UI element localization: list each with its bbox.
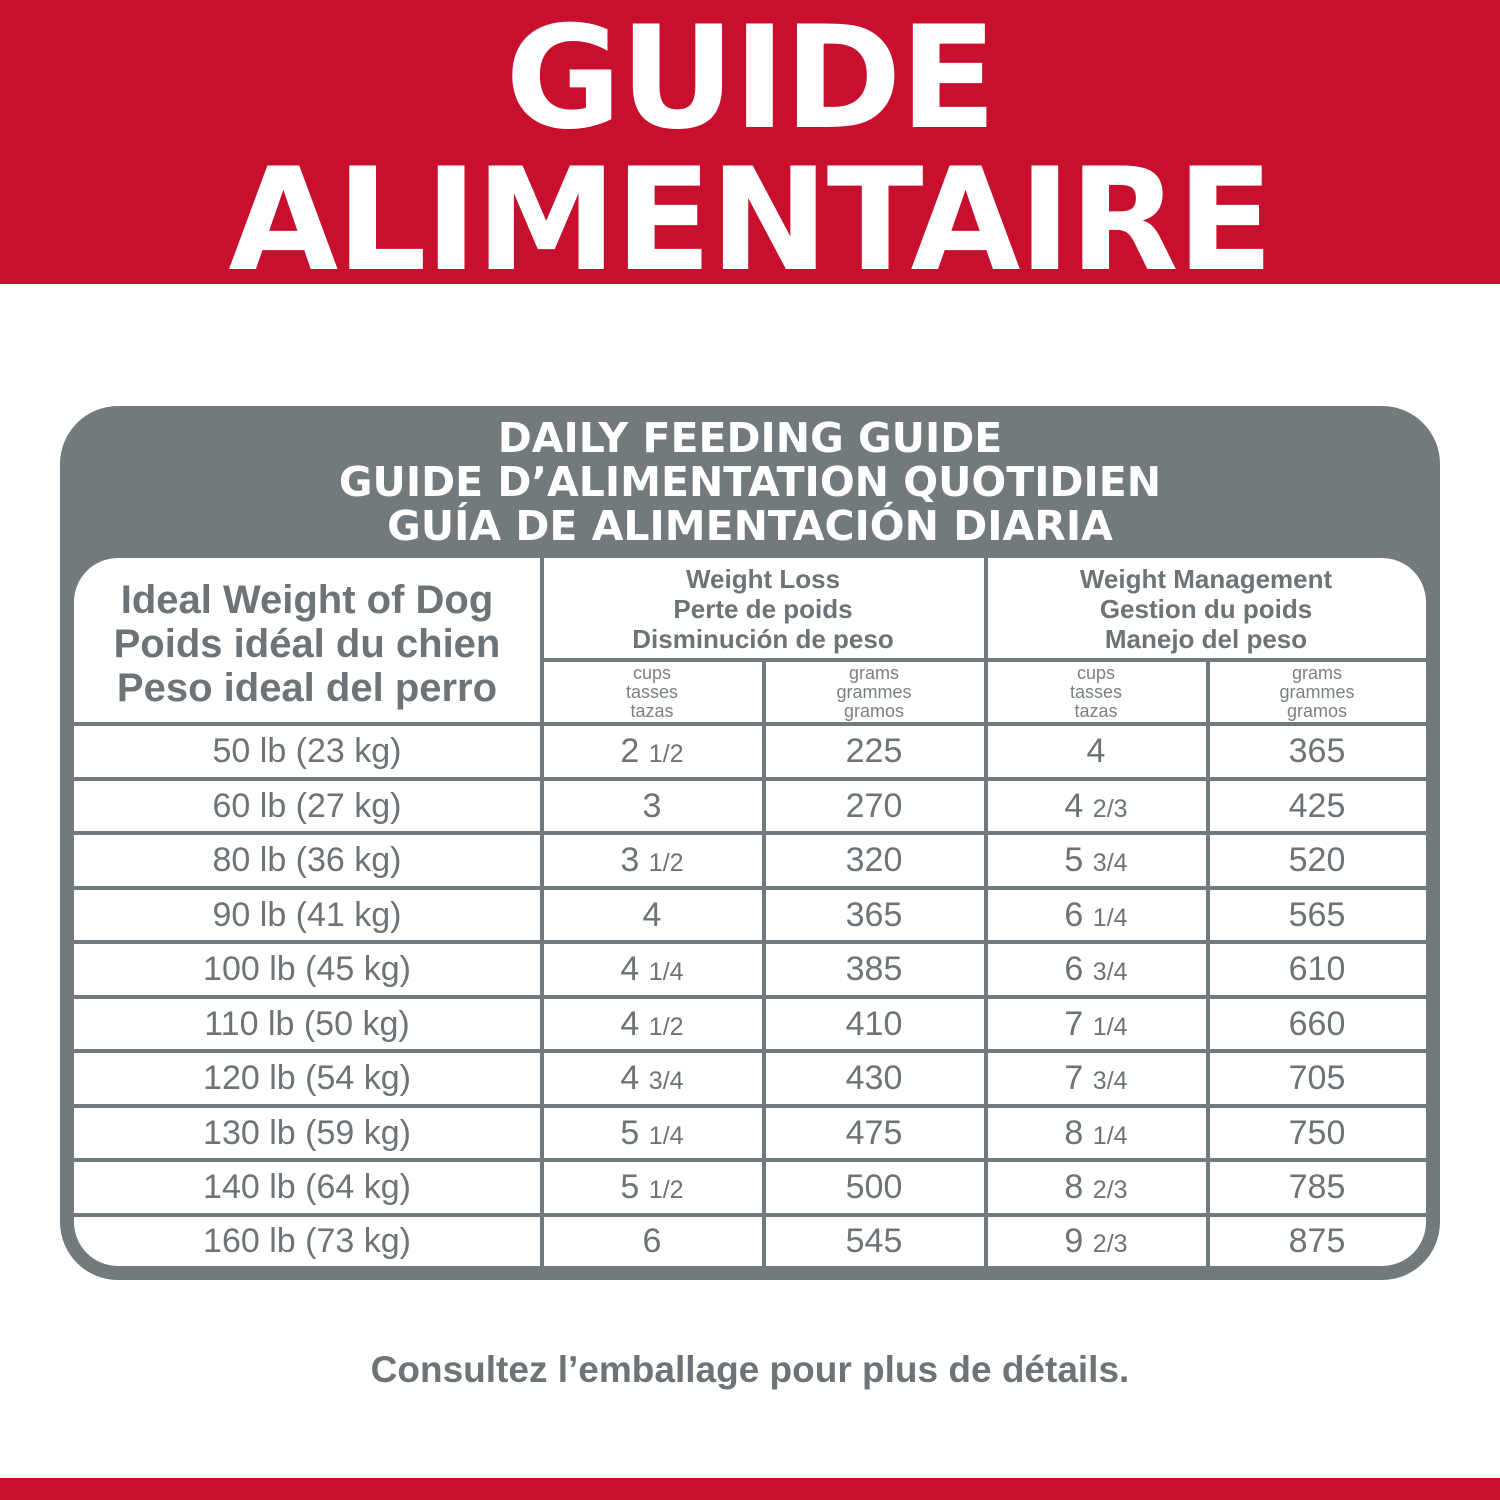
wm-grams-cell: 750 [1288, 1114, 1346, 1152]
table-title-es: GUÍA DE ALIMENTACIÓN DIARIA [387, 502, 1113, 550]
cups-whole: 4 [1064, 787, 1084, 825]
cups-whole: 7 [1064, 1059, 1084, 1097]
wm-grams-cell: 565 [1288, 896, 1346, 934]
wm-cups-cell [986, 890, 1206, 940]
weight-cell: 140 lb (64 kg) [203, 1168, 411, 1206]
cups-whole: 4 [620, 1005, 640, 1043]
grams-label-es: gramos [843, 701, 905, 721]
cups-whole: 4 [642, 896, 662, 934]
weight-cell: 50 lb (23 kg) [212, 732, 402, 770]
cups-whole: 4 [1086, 732, 1106, 770]
cups-label-es: tazas [1074, 701, 1118, 721]
wl-grams-cell: 365 [845, 896, 903, 934]
wl-cups-cell [542, 999, 762, 1049]
cups-fraction: 3/4 [1092, 1067, 1128, 1095]
weight-loss-header-en: Weight Loss [685, 564, 841, 594]
cups-fraction: 1/4 [1092, 1122, 1128, 1150]
weight-cell: 160 lb (73 kg) [203, 1222, 411, 1260]
wl-grams-cell: 225 [845, 732, 903, 770]
wl-cups-cell [542, 1108, 762, 1158]
cups-fraction: 1/4 [1092, 904, 1128, 932]
cups-label-fr: tasses [625, 682, 679, 702]
weight-cell: 130 lb (59 kg) [203, 1114, 411, 1152]
wm-cups-cell [986, 726, 1206, 776]
wm-grams-cell: 705 [1288, 1059, 1346, 1097]
grams-label-es: gramos [1286, 701, 1348, 721]
cups-label-es: tazas [630, 701, 674, 721]
wm-grams-cell: 875 [1288, 1222, 1346, 1260]
wm-grams-cell: 365 [1288, 732, 1346, 770]
wl-grams-cell: 320 [845, 841, 903, 879]
weight-management-cups-header [986, 664, 1206, 721]
weight-management-header [986, 564, 1426, 654]
cups-fraction: 3/4 [1092, 958, 1128, 986]
wm-cups-cell [986, 944, 1206, 994]
wm-cups-cell [986, 1216, 1206, 1266]
wm-grams-cell: 610 [1288, 950, 1346, 988]
weight-cell: 120 lb (54 kg) [203, 1059, 411, 1097]
cups-whole: 6 [1064, 896, 1084, 934]
weight-management-header-en: Weight Management [1079, 564, 1333, 594]
cups-fraction: 1/4 [648, 958, 684, 986]
wl-grams-cell: 500 [845, 1168, 903, 1206]
cups-whole: 2 [620, 732, 640, 770]
wm-grams-cell: 785 [1288, 1168, 1346, 1206]
weight-loss-header-es: Disminución de peso [632, 624, 894, 654]
wl-cups-cell [542, 1053, 762, 1103]
weight-loss-cups-header [542, 664, 762, 721]
wl-cups-cell [542, 1162, 762, 1212]
wl-cups-cell [542, 944, 762, 994]
weight-cell: 60 lb (27 kg) [212, 787, 402, 825]
wl-grams-cell: 475 [845, 1114, 903, 1152]
weight-management-header-es: Manejo del peso [1104, 624, 1308, 654]
wm-cups-cell [986, 835, 1206, 885]
cups-label-en: cups [1076, 663, 1116, 683]
cups-whole: 8 [1064, 1114, 1084, 1152]
cups-whole: 5 [1064, 841, 1084, 879]
wl-grams-cell: 270 [845, 787, 903, 825]
cups-whole: 4 [620, 950, 640, 988]
grams-label-fr: grammes [1279, 682, 1355, 702]
weight-management-grams-header [1208, 664, 1426, 721]
cups-fraction: 2/3 [1092, 795, 1128, 823]
wl-cups-cell [542, 781, 762, 831]
table-title-en: DAILY FEEDING GUIDE [497, 414, 1003, 462]
ideal-weight-header-es: Peso ideal del perro [116, 666, 498, 710]
ideal-weight-header-fr: Poids idéal du chien [113, 622, 501, 666]
weight-management-header-fr: Gestion du poids [1099, 594, 1313, 624]
wl-grams-cell: 385 [845, 950, 903, 988]
wm-cups-cell [986, 1053, 1206, 1103]
cups-whole: 4 [620, 1059, 640, 1097]
cups-fraction: 3/4 [1092, 849, 1128, 877]
weight-loss-header-fr: Perte de poids [673, 594, 853, 624]
wl-cups-cell [542, 835, 762, 885]
cups-whole: 5 [620, 1114, 640, 1152]
weight-cell: 80 lb (36 kg) [212, 841, 402, 879]
cups-label-en: cups [632, 663, 672, 683]
cups-fraction: 1/4 [1092, 1013, 1128, 1041]
wm-cups-cell [986, 781, 1206, 831]
cups-whole: 3 [642, 787, 662, 825]
cups-fraction: 1/2 [648, 849, 684, 877]
wm-grams-cell: 660 [1288, 1005, 1346, 1043]
cups-fraction: 1/2 [648, 1176, 684, 1204]
wl-grams-cell: 545 [845, 1222, 903, 1260]
cups-whole: 7 [1064, 1005, 1084, 1043]
ideal-weight-header-en: Ideal Weight of Dog [120, 578, 494, 622]
header-divider [542, 658, 1426, 662]
footer-note: Consultez l’emballage pour plus de détails. [370, 1349, 1130, 1390]
ideal-weight-header [74, 578, 540, 710]
weight-cell: 110 lb (50 kg) [204, 1005, 410, 1043]
grams-label-en: grams [848, 663, 899, 683]
cups-fraction: 1/4 [648, 1122, 684, 1150]
cups-whole: 3 [620, 841, 640, 879]
cups-whole: 6 [1064, 950, 1084, 988]
wl-grams-cell: 410 [845, 1005, 903, 1043]
cups-whole: 6 [642, 1222, 662, 1260]
cups-whole: 8 [1064, 1168, 1084, 1206]
cups-fraction: 1/2 [648, 1013, 684, 1041]
cups-fraction: 2/3 [1092, 1230, 1128, 1258]
bottom-accent-bar [0, 1478, 1500, 1500]
cups-fraction: 1/2 [648, 740, 684, 768]
wm-grams-cell: 520 [1288, 841, 1346, 879]
banner-title-line1: GUIDE [505, 0, 995, 161]
wl-grams-cell: 430 [845, 1059, 903, 1097]
table-title-fr: GUIDE D’ALIMENTATION QUOTIDIEN [338, 458, 1162, 506]
banner-title-line2: ALIMENTAIRE [228, 138, 1272, 303]
weight-loss-grams-header [764, 664, 984, 721]
wl-cups-cell [542, 726, 762, 776]
weight-loss-header [542, 564, 984, 654]
cups-whole: 5 [620, 1168, 640, 1206]
grams-label-en: grams [1291, 663, 1342, 683]
wm-grams-cell: 425 [1288, 787, 1346, 825]
cups-fraction: 2/3 [1092, 1176, 1128, 1204]
wm-cups-cell [986, 999, 1206, 1049]
cups-label-fr: tasses [1069, 682, 1123, 702]
cups-whole: 9 [1064, 1222, 1084, 1260]
wl-cups-cell [542, 1216, 762, 1266]
cups-fraction: 3/4 [648, 1067, 684, 1095]
weight-cell: 100 lb (45 kg) [203, 950, 411, 988]
wl-cups-cell [542, 890, 762, 940]
wm-cups-cell [986, 1162, 1206, 1212]
wm-cups-cell [986, 1108, 1206, 1158]
grams-label-fr: grammes [836, 682, 912, 702]
weight-cell: 90 lb (41 kg) [212, 896, 402, 934]
